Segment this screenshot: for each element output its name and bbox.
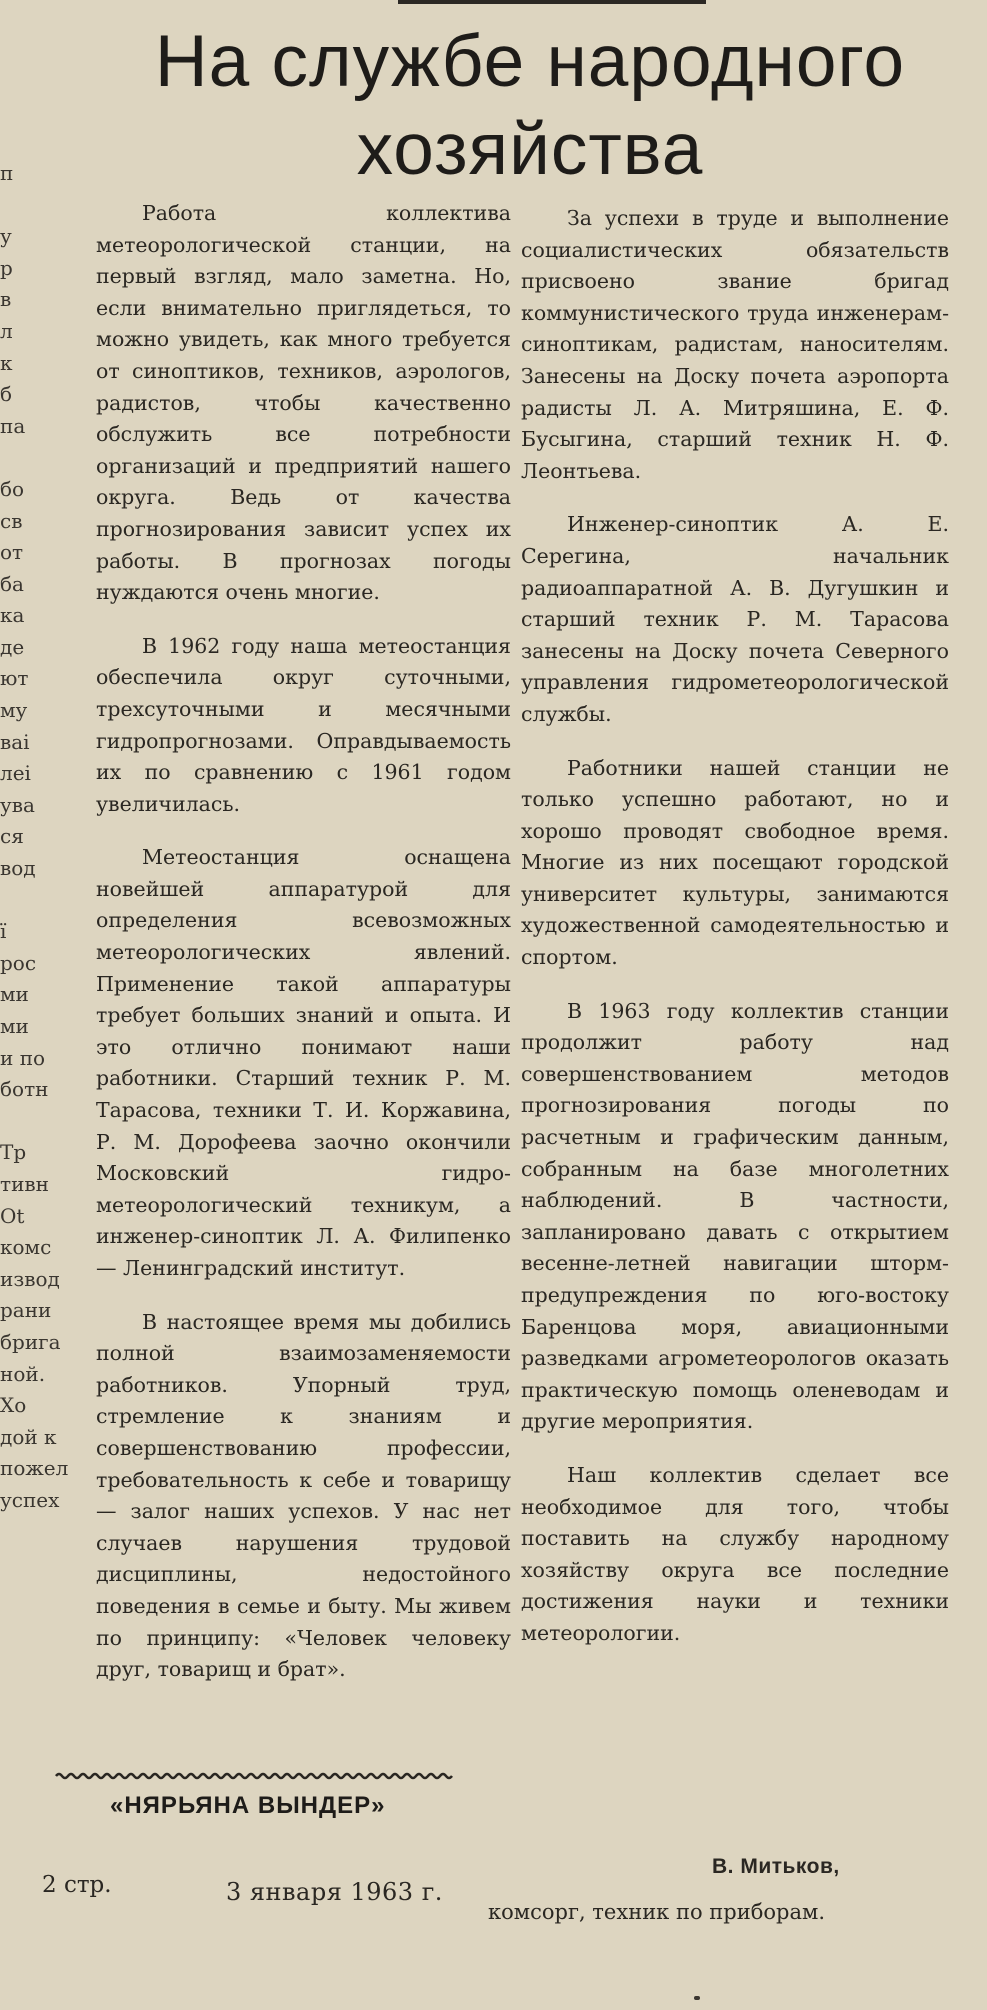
column-fragment (0, 885, 21, 917)
column-fragment (0, 0, 21, 32)
column-fragment: тивн (0, 1171, 49, 1196)
headline-line-1: На службе народного (154, 21, 906, 102)
column-fragment: и по (0, 1045, 46, 1070)
issue-date: 3 января 1963 г. (226, 1878, 443, 1906)
column-fragment: комс (0, 1235, 52, 1260)
column-fragment: извод (0, 1266, 60, 1291)
column-fragment (0, 95, 21, 127)
column-fragment: па (0, 413, 26, 438)
paragraph: Метеостанция оснащена новейшей аппаратурой для определения всевозможных метеорологических явлений. Применение такой аппаратуры требует больших знаний и опыта. И это отлично понимают наши работники. Старший техник Р. М. Тарасова, техники Т. И. Коржавина, Р. М. Дорофеева заочно окончили Московский гидро-метеорологический техникум, а инженер-синоптик Л. А. Филипенко — Ленинградский институт. (96, 845, 511, 1280)
column-fragment: ба (0, 571, 24, 596)
column-fragment: ї (0, 919, 7, 944)
column-fragment: п (0, 160, 14, 185)
author-role: комсорг, техник по приборам. (488, 1900, 825, 1924)
column-fragment: брига (0, 1329, 61, 1354)
article-column-2 (521, 203, 949, 1672)
column-fragment: ми (0, 1014, 29, 1038)
column-fragment (0, 442, 21, 474)
column-fragment: пожел (0, 1456, 69, 1481)
column-fragment (0, 63, 21, 95)
column-fragment: рани (0, 1298, 52, 1323)
paragraph: В 1963 году коллектив станции продолжит работу над совершенствованием методов прогнозирования погоды по расчетным и графическим данным, собранным на базе многолетних наблюдений. В частности, запланировано давать с открытием весенне-летней навигации шторм-предупреждения по юго-востоку Баренцова моря, авиационными разведками агрометеорологов оказать практическую помощь оленеводам и другие мероприятия. (521, 998, 949, 1434)
column-fragment: св (0, 508, 23, 533)
column-fragment: леі (0, 761, 31, 786)
column-fragment: Тр (0, 1140, 27, 1165)
ink-speck (694, 1996, 700, 2000)
wavy-divider (56, 1772, 454, 1780)
column-fragment (0, 1106, 21, 1138)
top-rule (398, 0, 706, 4)
column-fragment: му (0, 698, 28, 723)
column-fragment: Хо (0, 1393, 27, 1418)
column-fragment: в (0, 287, 12, 312)
column-fragment: ботн (0, 1077, 49, 1102)
column-fragment: ува (0, 792, 35, 817)
headline-line-2: хозяйства (356, 109, 704, 190)
column-fragment: к (0, 350, 13, 375)
column-fragment: от (0, 540, 24, 565)
article-column-1 (96, 198, 511, 1708)
headline (100, 18, 960, 194)
column-fragment: дой к (0, 1424, 57, 1449)
column-fragment: рос (0, 950, 37, 975)
column-fragment (0, 126, 21, 158)
column-fragment: Ot (0, 1203, 25, 1228)
paragraph: Наш коллектив сделает все необходимое для того, чтобы поставить на службу народному хозяйству округа все последние достижения науки и техники метеорологии. (521, 1462, 949, 1645)
column-fragment: ваі (0, 729, 30, 754)
cropped-adjacent-column (0, 0, 69, 1517)
column-fragment: ся (0, 824, 24, 849)
paragraph: Инженер-синоптик А. Е. Серегина, начальник радиоаппаратной А. В. Дугушкин и старший техник Р. М. Тарасова занесены на Доску почета Северного управления гидрометеорологической службы. (521, 512, 949, 726)
column-fragment: у (0, 224, 12, 249)
column-fragment: де (0, 634, 25, 659)
column-fragment (0, 190, 21, 222)
page-number: 2 стр. (42, 1872, 112, 1898)
paragraph: Работа коллектива метеорологической станции, на первый взгляд, мало заметна. Но, если внимательно приглядеться, то можно увидеть, как много требуется от синоптиков, техников, аэрологов, радистов, чтобы качественно обслужить все потребности организаций и предприятий нашего округа. Ведь от качества прогнозирования зависит успех их работы. В прогнозах погоды нуждаются очень многие. (96, 201, 511, 605)
paragraph: Работники нашей станции не только успешно работают, но и хорошо проводят свободное время. Многие из них посещают городской университет культуры, занимаются художественной самодеятельностью и спортом. (521, 755, 949, 970)
column-fragment: бо (0, 476, 25, 501)
column-fragment: р (0, 255, 13, 280)
column-fragment: б (0, 382, 13, 407)
newspaper-masthead: «НЯРЬЯНА ВЫНДЕР» (110, 1792, 386, 1819)
author-name: В. Митьков, (712, 1855, 840, 1878)
column-fragment: ной. (0, 1361, 46, 1386)
column-fragment: ми (0, 982, 29, 1007)
column-fragment: ка (0, 603, 25, 628)
paragraph: В 1962 году наша метеостанция обеспечила округ суточными, трехсуточными и месячными гидропрогнозами. Оправдываемость их по сравнению с 1961 годом увеличилась. (96, 633, 511, 816)
column-fragment: л (0, 318, 13, 343)
paragraph: В настоящее время мы добились полной взаимозаменяемости работников. Упорный труд, стремление к знаниям и совершенствованию профессии, требовательность к себе и товарищу — залог наших успехов. У нас нет случаев нарушения трудовой дисциплины, недостойного поведения в семье и быту. Мы живем по принципу: «Человек человеку друг, товарищ и брат». (96, 1309, 511, 1682)
paragraph: За успехи в труде и выполнение социалистических обязательств присвоено звание бригад коммунистического труда инженерам-синоптикам, радистам, наносителям. Занесены на Доску почета аэропорта радисты Л. А. Митряшина, Е. Ф. Бусыгина, старший техник Н. Ф. Леонтьева. (521, 206, 949, 483)
column-fragment (0, 32, 21, 64)
column-fragment: ют (0, 666, 29, 691)
column-fragment: успех (0, 1487, 60, 1512)
column-fragment: вод (0, 856, 36, 881)
